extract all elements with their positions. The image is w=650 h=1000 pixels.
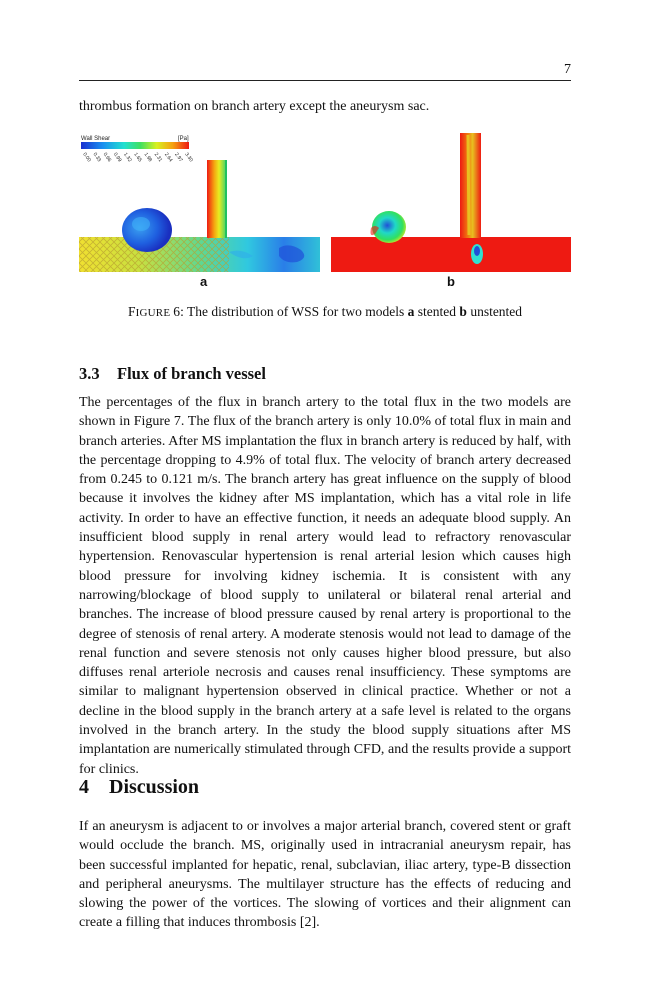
- panel-b-label: b: [447, 274, 455, 289]
- section-heading-3-3: [79, 364, 266, 384]
- legend-tick-label: 2.64: [162, 151, 174, 164]
- section-title: Flux of branch vessel: [117, 364, 266, 383]
- legend-tick-label: 1.65: [132, 151, 143, 164]
- legend-tick-label: 3.30: [183, 151, 194, 164]
- figure-caption: [79, 304, 571, 320]
- legend-tick-label: 1.32: [122, 151, 133, 164]
- legend-tick-label: 0.00: [81, 151, 92, 164]
- section-number: 4: [79, 776, 89, 798]
- legend-unit: [Pa]: [178, 136, 189, 142]
- paragraph-flux: The percentages of the flux in branch artery to the total flux in the two models are shown in Figure 7. The flux of the branch artery is only 10.0% of total flux in main and branch arteries. After MS implantation the flux in branch artery is reduced by half, with the percentage dropping to 4.9% of total flux. The velocity of branch artery decreased from 0.245 to 0.121 m/s. The branch artery has great influence on the supply of blood because it involves the kidney after MS implantation, which has a vital role in life activity. In order to have an effective function, it needs an adequate blood supply. An insufficient blood supply in renal artery would lead to refractory renovascular hypertension. Renovascular hypertension is renal arterial lesion which causes high blood pressure for involving kidney ischemia. It is consistent with any narrowing/blockage of blood supply to unilateral or bilateral renal arterial and branches. The increase of blood pressure caused by renal artery is proportional to the degree of stenosis of renal artery. A moderate stenosis would not lead to damage of the renal function and severe stenosis not only causes higher blood pressure, but also diffuses renal arteriole necrosis and causes renal insufficiency. These symptoms are similar to malignant hypertension observed in clinical practice. Whether or not a decline in the blood supply in the branch artery at a safe level is related to the organs involved in the branch artery. In the study the blood supply situations after MS implantation are numerically stimulated through CFD, and the results provide a support for clinics.: [79, 395, 571, 777]
- legend-tick-label: 1.98: [142, 151, 154, 164]
- legend-title: Wall Shear: [81, 136, 111, 142]
- legend-tick-label: 2.31: [152, 151, 164, 164]
- section-heading-4: [79, 776, 199, 799]
- caption-a: a: [407, 304, 415, 319]
- panel-b-branch-vessel: [460, 133, 481, 238]
- figure-6: [79, 130, 571, 290]
- panel-b-model: [331, 133, 571, 289]
- page-number: 7: [564, 62, 571, 77]
- panel-a-branch-vessel: [207, 160, 227, 238]
- section-number: 3.3: [79, 364, 100, 383]
- caption-prefix-text: FIGURE 6: [127, 304, 181, 319]
- header-rule: [79, 80, 571, 81]
- panel-a-label: a: [200, 274, 208, 289]
- legend-tick-label: 0.33: [91, 151, 103, 164]
- lead-line: thrombus formation on branch artery except the aneurysm sac.: [79, 99, 430, 114]
- panel-a-model: [79, 160, 320, 289]
- panel-a-aneurysm-sac: [122, 208, 172, 252]
- caption-b: b: [459, 304, 467, 319]
- caption-end: unstented: [466, 304, 523, 319]
- wss-figure-graphic: [79, 130, 571, 290]
- legend-tick-label: 2.97: [173, 151, 184, 164]
- paragraph-discussion: If an aneurysm is adjacent to or involves a major arterial branch, covered stent or graft would occlude the branch. MS, originally used in intracranial aneurysm repair, has been successful implanted for hepatic, renal, subclavian, iliac artery, type-B dissection and peripheral aneurysms. The multilayer structure has the effects of reducing and slowing the power of the vortices. The slowing of vortices and their alignment can create a filling that induces thrombosis [2].: [79, 819, 571, 931]
- caption-prefix: [127, 304, 181, 319]
- legend-tick-label: 0.99: [111, 151, 123, 164]
- legend-ticks: [81, 152, 194, 164]
- panel-b-main-vessel: [331, 237, 571, 272]
- legend-colorbar: [81, 142, 189, 149]
- wss-legend: [81, 136, 194, 163]
- caption-mid: stented: [414, 304, 460, 319]
- legend-tick-label: 0.66: [101, 151, 113, 164]
- section-title: Discussion: [109, 776, 200, 798]
- caption-text: : The distribution of WSS for two models: [180, 304, 408, 319]
